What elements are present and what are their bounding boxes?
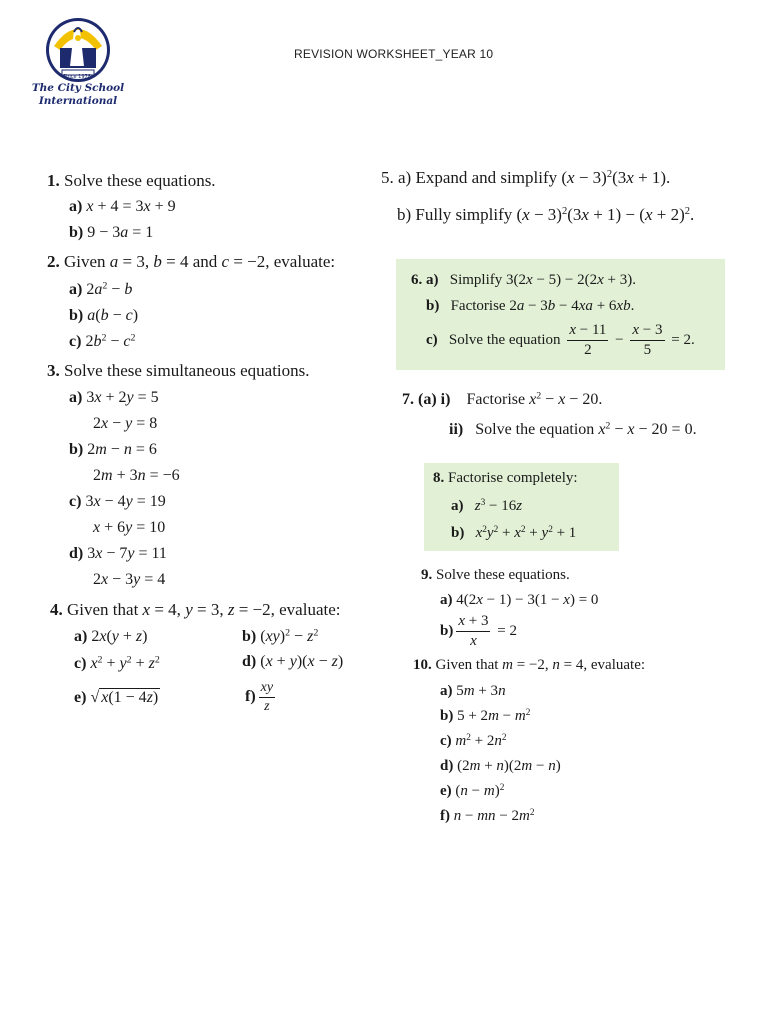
q5b: b) Fully simplify $(x - 3)^2(3x + 1) - (x + 2)^2$. xyxy=(397,205,695,224)
q4f: f) $\frac{xy}{z}$ xyxy=(245,680,274,714)
q1-text: Solve these equations. xyxy=(64,171,216,190)
q10f: f) n − mn − $2m^2$ xyxy=(440,807,535,824)
q5a: 5. a) Expand and simplify $(x - 3)^2(3x + 1)$. xyxy=(381,168,671,187)
q4e: e) √ x(1 − 4z) xyxy=(74,689,159,706)
school-name-line2: International xyxy=(38,95,118,107)
q3b-line2: 2m + 3n = −6 xyxy=(93,467,180,484)
q2c: c) $2b^2 - c^2$ xyxy=(69,332,136,350)
q10-number: 10. xyxy=(413,657,432,673)
q9b: b) $\frac{x + 3}{x}$ = 2 xyxy=(440,613,517,649)
q3c-line2: x + 6y = 10 xyxy=(93,519,166,536)
q1-number: 1. xyxy=(47,171,60,190)
q3-heading xyxy=(47,361,310,381)
q3a-line2: 2x − y = 8 xyxy=(93,415,158,432)
q4a: a) 2x(y + z) xyxy=(74,628,148,645)
q10-heading: 10. Given that m = −2, n = 4, evaluate: xyxy=(413,657,646,673)
q2-heading: 2. Given a = 3, b = 4 and c = −2, evaluate: xyxy=(47,252,336,271)
q8a: a) $z^3 - 16z$ xyxy=(451,497,523,514)
q10b: b) $5 + 2m - m^2$ xyxy=(440,707,531,724)
q8-number: 8. xyxy=(433,470,445,486)
square-root-icon: √ x(1 − 4z) xyxy=(90,689,159,706)
q3-number: 3. xyxy=(47,361,60,380)
q3b-line1: b) 2m − n = 6 xyxy=(69,441,157,458)
q4-heading: 4. Given that x = 4, y = 3, z = −2, evaluate: xyxy=(50,600,341,619)
q4-number: 4. xyxy=(50,600,63,619)
school-name xyxy=(30,82,126,108)
q8-heading: 8. Factorise completely: xyxy=(433,470,578,486)
q1a: a) x + 4 = 3x + 9 xyxy=(69,198,176,215)
q6a: 6. a) Simplify 3(2x − 5) − 2(2x + 3). xyxy=(411,272,636,288)
q7i: 7. (a) i) Factorise $x^2 - x - 20$. xyxy=(402,390,603,408)
q6c: c) Solve the equation $\frac{x - 11}{2}$ − $\frac{x - 3}{5}$ = 2. xyxy=(426,322,695,358)
q2a: a) $2a^2 - b$ xyxy=(69,280,133,298)
q2b: b) a(b − c) xyxy=(69,307,139,324)
q4c: c) $x^2 + y^2 + z^2$ xyxy=(74,654,160,672)
q3a-line1: a) 3x + 2y = 5 xyxy=(69,389,159,406)
q10c: c) $m^2 + 2n^2$ xyxy=(440,732,507,749)
q10d: d) (2m + n)(2m − n) xyxy=(440,758,561,774)
q7ii: ii) Solve the equation $x^2 - x - 20 = 0$. xyxy=(449,420,697,438)
logo-since: Since 1978 xyxy=(63,74,91,80)
q1b: b) 9 − 3a = 1 xyxy=(69,224,154,241)
q10e: e) $(n - m)^2$ xyxy=(440,782,505,799)
q6-number: 6. a) xyxy=(411,272,439,288)
q8b: b) $x^2y^2 + x^2 + y^2 + 1$ xyxy=(451,524,577,541)
q3d-line1: d) 3x − 7y = 11 xyxy=(69,545,167,562)
q7-number: 7. (a) xyxy=(402,391,437,408)
q10a: a) 5m + 3n xyxy=(440,683,506,699)
q9-heading: 9. Solve these equations. xyxy=(421,567,570,583)
q9a: a) 4(2x − 1) − 3(1 − x) = 0 xyxy=(440,592,599,608)
worksheet-title: REVISION WORKSHEET_YEAR 10 xyxy=(294,47,494,61)
q1-heading xyxy=(47,171,216,191)
q9-number: 9. xyxy=(421,567,433,583)
q5-number: 5. xyxy=(381,168,394,187)
q3d-line2: 2x − 3y = 4 xyxy=(93,571,166,588)
q4d: d) (x + y)(x − z) xyxy=(242,653,344,670)
q6b: b) Factorise 2a − 3b − 4xa + 6xb. xyxy=(426,298,635,314)
q3c-line1: c) 3x − 4y = 19 xyxy=(69,493,166,510)
q4b: b) $(xy)^2 - z^2$ xyxy=(242,627,319,645)
q2-number: 2. xyxy=(47,252,60,271)
q3-text: Solve these simultaneous equations. xyxy=(64,361,310,380)
school-name-line1: The City School xyxy=(31,82,125,94)
